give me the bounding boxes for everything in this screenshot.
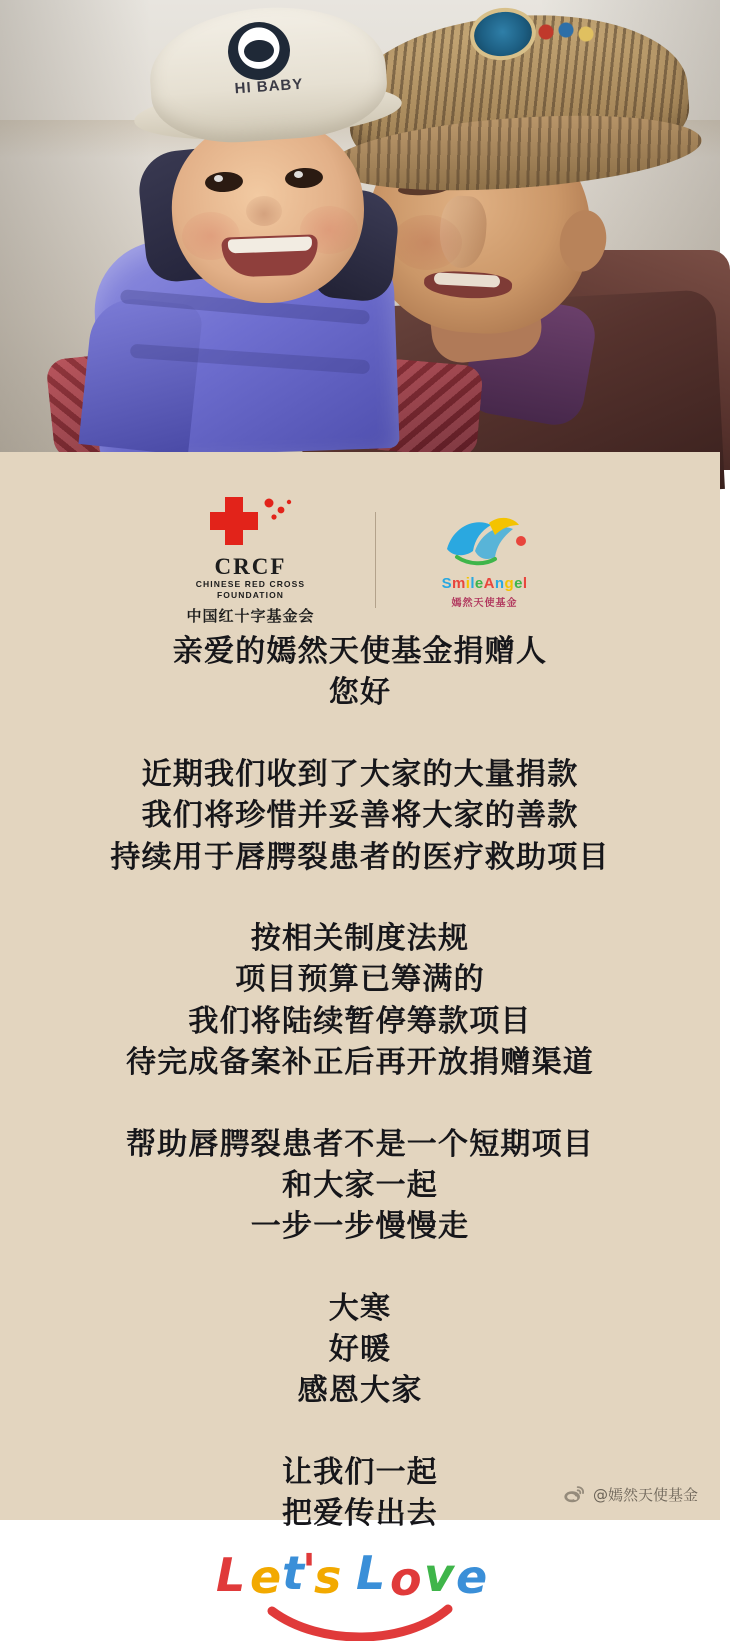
svg-text:L: L: [216, 1547, 246, 1602]
footer-bar: [0, 1468, 720, 1520]
svg-text:t: t: [282, 1545, 304, 1600]
letter-line: 持续用于唇腭裂患者的医疗救助项目: [110, 839, 610, 875]
letter-line: 和大家一起: [282, 1167, 438, 1203]
baby-eye-highlight-left: [214, 175, 223, 182]
letter-line: 我们将陆续暂停筹款项目: [188, 1003, 532, 1039]
svg-text:e: e: [456, 1549, 488, 1604]
svg-text:o: o: [390, 1551, 422, 1606]
angel-bird-icon: [437, 511, 533, 573]
crcf-name-chinese: 中国红十字基金会: [186, 606, 315, 625]
letter-stanza: [0, 918, 720, 1084]
smile-angel-name: SmileAngel: [441, 574, 528, 592]
letter-line: 项目预算已筹满的: [235, 962, 485, 998]
logo-divider: [375, 512, 376, 608]
svg-text:e: e: [250, 1549, 282, 1604]
footer-account-name[interactable]: @嫣然天使基金: [592, 1485, 698, 1504]
letter-stanza: [0, 1288, 720, 1412]
letter-stanza: [0, 631, 720, 714]
lets-love-slogan: [210, 1545, 510, 1641]
crcf-name-line2: FOUNDATION: [216, 590, 285, 601]
letter-line: 待完成备案补正后再开放捐赠渠道: [126, 1045, 594, 1081]
crcf-abbr: CRCF: [214, 554, 287, 580]
letter-line: 我们将珍惜并妥善将大家的善款: [141, 798, 579, 834]
baby-nose: [246, 196, 282, 226]
svg-text:L: L: [356, 1545, 386, 1600]
svg-text:': ': [302, 1543, 317, 1598]
letter-line: 近期我们收到了大家的大量捐款: [141, 756, 579, 792]
woman-hat-beads: [536, 20, 606, 46]
smile-angel-logo: [410, 511, 560, 609]
crcf-name-line1: CHINESE RED CROSS: [195, 579, 306, 590]
letter-line: 让我们一起: [282, 1454, 438, 1490]
letter-stanza: [0, 1124, 720, 1248]
weibo-icon[interactable]: [563, 1483, 585, 1505]
smile-angel-name-chinese: 嫣然天使基金: [451, 597, 518, 609]
letter-line: 按相关制度法规: [250, 920, 470, 956]
letter-body: [0, 631, 720, 1535]
baby-hat-text: HI BABY: [234, 75, 304, 98]
letter-panel: [0, 452, 720, 1606]
letter-line: 您好: [328, 675, 392, 711]
letter-line: 亲爱的嫣然天使基金捐赠人: [172, 634, 548, 669]
crcf-logo: [161, 493, 341, 625]
letter-line: 好暖: [328, 1332, 392, 1368]
logo-row: [0, 452, 720, 627]
letter-line: 感恩大家: [297, 1373, 423, 1409]
hero-photo: [0, 0, 720, 452]
baby-eye-highlight-right: [294, 171, 303, 178]
letter-line: 把爱传出去: [282, 1496, 438, 1532]
baby-arm: [78, 295, 203, 456]
baby-teeth: [228, 237, 312, 254]
letter-line: 大寒: [328, 1290, 392, 1326]
letter-stanza: [0, 754, 720, 878]
svg-text:s: s: [314, 1549, 342, 1604]
svg-text:v: v: [424, 1547, 454, 1602]
letter-line: 帮助唇腭裂患者不是一个短期项目: [126, 1126, 594, 1162]
red-cross-icon: [203, 493, 299, 551]
letter-line: 一步一步慢慢走: [250, 1209, 470, 1245]
